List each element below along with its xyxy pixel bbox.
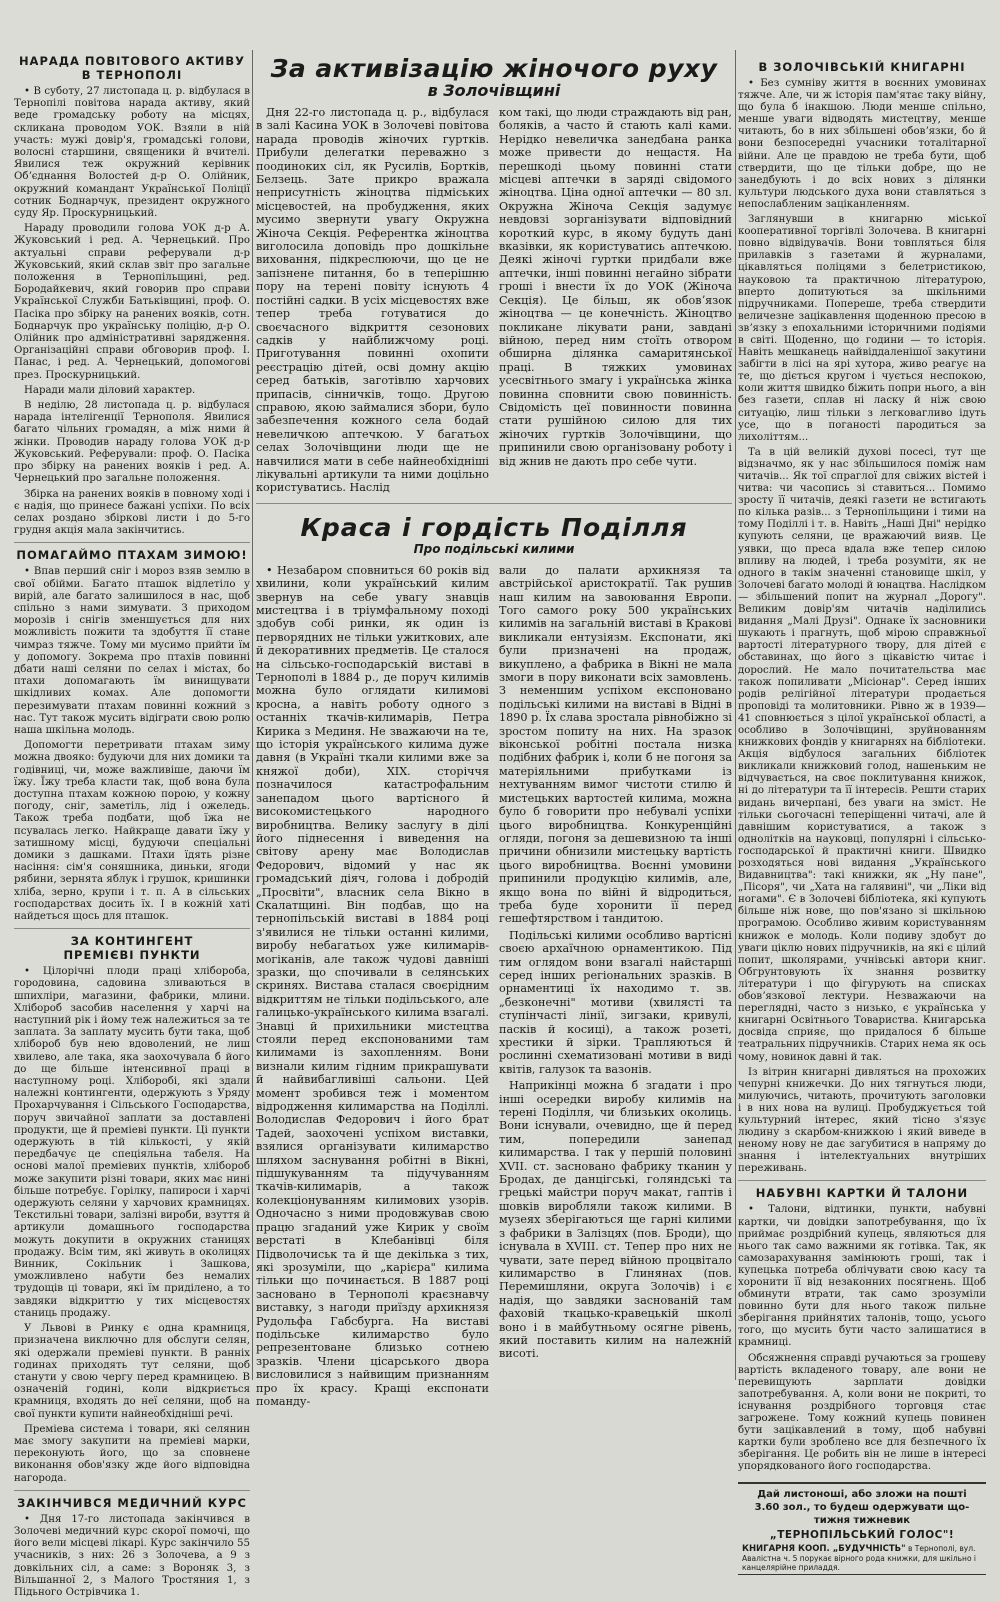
column-divider [735,50,736,1380]
section-divider [738,1180,986,1181]
article-title: ПОМАГАЙМО ПТАХАМ ЗИМОЮ! [16,548,248,563]
headline-sub: в Золочівщині [427,81,561,100]
article-paragraph: Обсяжнення справді ручаються за грошеву вартість вкладеного товару, але вони не перевищують зарплати довідки запотребування. А, коли вони не покриті, то існування роздрібного торговця стає загрожене. Тому кожний купець повинен бути зацікавлений в тому, щоб набувні картки були зроблено все для безпечного їх зберігання. Це робить він не лише в інтересі упорядкованого його господарства. [738,1352,986,1473]
article-paragraph: Із вітрин книгарні дивляться на прохожих чепурні книжечки. До них тягнуться люди, милуючись, читають, прочитують заголовки і в них нова на вулиці. Пробуджується той культурний інтерес, який тісно з'язує людину з скарбом-книжкою і який виведе в неному нову не дає загубитися в напряму до знання і інтелектуальних внутріших переживань. [738,1066,986,1175]
middle-column [256,56,732,1411]
article-paragraph: ком такі, що люди страждають від ран, боляків, а часто й стають калі ками. Нерідко невеличка занедбана ранка може привести до нещастя. На перешкоді цьому повинні стати місцеві аптечки в заряді свідомого жіноцтва. Ціна одної аптечки — 80 зл. Окружна Жіноча Секція задумує невдовзі зорганізувати відповідний короткий курс, в якому будуть дані вказівки, як користуватись аптечкою. Деякі жіночі гуртки придбали вже аптечки, інші повинні негайно зібрати гроші і внести їх до УОК (Жіноча Секція). Це більш, як обовʼязок жіноцтва — це конечність. Жіноцтво покликане лікувати рани, завдані війною, перед ним стоїть отвором обширна ділянка самаритянської праці. В тяжких умовинах усесвітнього змагу і українська жінка повинна сповнити свою повинність. Свідомість цеї повинности повинна стати рушійною силою для тих жіночих гуртків Золочівщини, що припинили свою організовану роботу і від жнив не дають про себе чути. [499,106,732,468]
bookstore-name: КНИГАРНЯ КООП. „БУДУЧНІСТЬ" [742,1543,906,1554]
section-divider [14,542,250,543]
article-paragraph: В неділю, 28 листопада ц. р. відбулася нарада інтелігенції Тернополя. Явилися багато чільних громадян, а між ними й жінки. Проводив нараду голова УОК д-р Жуковський. Реферували: проф. О. Пасіка про збірку на ранених вояків і ред. А. Чернецький про загальне положення. [14,400,250,485]
article-paragraph: Допомогти перетривати птахам зиму можна двояко: будуючи для них домики та годівниці, чи, може важливіше, даючи їм їжу. Їжу треба класти так, щоб вона була доступна птахам кожною порою, у кожну погоду, сніг, заметіль, лід і ожеледь. Також треба подбати, щоб їжа не псувалась легко. Найкраще давати їжу у затишному місці, будуючи спеціальні домики з дашками. Птахи їдять різне насіння: сім'я соняшника, диньки, ягоди рябини, зернята яблук і грушок, кришинки хліба, зерно, крупи і т. п. А в сільських господарствах досить їх. І в кожній хаті найдеться щось для пташок. [14,740,250,922]
article-paragraph: вали до палати архикнязя та австрійської аристократії. Так рушив наш килим на завоювання Европи. Того самого року 500 українських килимів на загальній виставі в Кракові викликали ентузіязм. Експонати, які були призначені на продаж, викуплено, а фабрика в Вікні не мала змоги в пору виконати всіх замовлень. З неменшим успіхом експоновано подільські килими на виставі в Відні в 1890 р. Їх слава зростала рівнобіжно зі зростом попиту на них. На зразок віконської робітні постала низка подібних фабрик і, коли б не погоня за матеріяльними прибутками із нехтуванням вимог чистоти стилю й мистецьких вартостей килима, можна було б говорити про небувалі успіхи цього виробництва. Конкуренційні огляди, погоня за дешевизною та інші причини обнизили мистецьку вартість цього виробництва. Воєнні умовини припинили продукцію килимів, але, якщо вона по війні й відродиться, треба буде хоронити її перед гешефтярством і тандитою. [499,563,732,926]
ad-line: Дай листоноші, або зложи на пошті [757,1488,967,1500]
article-paragraph: Преміева система і товари, які селянин має змогу закупити на преміеві марки, переконують його, що за сповнене виконання обов'язку жде його відповідна нагорода. [14,1423,250,1484]
headline-sub: Про подільські килими [413,541,575,556]
article-paragraph: Наради мали діловий характер. [24,384,196,396]
newspaper-name: „ТЕРНОПІЛЬСЬКИЙ ГОЛОС"! [769,1528,955,1541]
section-divider [256,503,732,504]
subscription-ad [738,1482,986,1575]
right-column [738,60,986,1575]
article-paragraph: • Цілорічні плоди праці хлібороба, городовина, садовина зливаються в шпихліри, магазини, фабрики, млини. Хлібороб засобив населення у харчі на наступний рік і йому теж належиться за те заплата. За заплату мусить бути така, щоб хлібороб був нею вдоволений, не лиш хвилево, але така, яка заохочувала б його до ще більше інтенсивної праці в наступному році. Хліборобі, які здали належні контингенти, одержують з Уряду Прохарчування і Сільського Господарства, поруч звичайної заплати за доставлені продукти, ще й преміеві пункти. Ці пункти одержують в тій кількості, у якій передбачує це спеціяльна табеля. На основі малої преміевих пунктів, хлібороб може закупити різні товари, яких має нині більше потребує. Горілку, папироси і харчі одержують селяни у харчових крамницях. Текстильні товари, залізні вироби, взуття й артикули домашнього господарства можуть докупити в окружних станицях продажу. Всім тим, які живуть в околицях Винник, Сокільник і Зашкова, уможливлено набути без немалих трудощів ці товари, які їм приділено, а то завдяки відкриттю у тих місцевостях станиць продажу. [14,966,250,1320]
article-title: ЗА КОНТИНГЕНТ [70,934,194,949]
article-title: ЗАКІНЧИВСЯ МЕДИЧНИЙ КУРС [17,1495,247,1510]
headline: Краса і гордість Поділля [300,512,688,542]
column-divider [252,50,253,1380]
article-title: ПРЕМІЄВІ ПУНКТИ [63,948,201,963]
article-paragraph: Наприкінці можна б згадати і про інші осередки виробу килимів на терені Поділля, чи близьких околиць. Вони існували, очевидно, ще й перед тим, попередили занепад килимарства. І так у першій половині XVII. ст. засновано фабрику тканин у Бродах, де данцігські, голяндські та грецькі майстри поруч макат, гаптів і шовків виробляли також килими. В музеях зберігаються ще гарні килими з фабрики в Залізцях (пов. Броди), що існувала в XVIII. ст. Тепер про них не чувати, зате перед війною процвітало килимарство в Глинянах (пов. Перемишляни, округа Золочів) і є надія, що завдяки заснованій там фаховій ткацько-кравецькій школі воно і в майбутньому осягне рівень, який поставить килим на належній висоті. [499,1079,732,1361]
headline: За активізацію жіночого руху [270,54,718,83]
article-title: НАРАДА ПОВІТОВОГО АКТИВУ В ТЕРНОПОЛІ [18,54,246,82]
article-title: В ЗОЛОЧІВСЬКІЙ КНИГАРНІ [758,60,966,74]
article-title: НАБУВНІ КАРТКИ Й ТАЛОНИ [755,1186,969,1201]
article-paragraph: • Без сумніву життя в воєнних умовинах тяжче. Але, чи ж історія пам'ятає таку війну, що була б інакшою. Люди менше спільно, менше уваги відводять мистецтву, менше читають, бо в них збільшені обовʼязки, бо й вони безпосередні учасники тоталітарної війни. Але це правдою не треба бути, щоб ствердити, що це тільки добре, що не занедбують і до всіх нових з ділянки культури людського духа вони ставляться з непослабленим заціканленням. [738,78,986,211]
article-paragraph: • В суботу, 27 листопада ц. р. відбулася в Тернопілі повітова нарада активу, який веде громадську роботу на місцях, скликана проводом УОК. Взяли в ній участь: мужі довір'я, громадські голови, волосні старшини, священики й вчителі. Явилися теж окружний керівник Обʼєднання Волостей д-р О. Олійник, окружний командант Української Поліції сотник Боднарчук, президент окружного суду Яр. Проскурницький. [14,86,250,220]
ad-footer [742,1544,982,1572]
section-divider [14,1490,250,1491]
section-divider [14,928,250,929]
article-paragraph: Подільські килими особливо вартісні своєю архаїчною орнаментикою. Під тим оглядом вони взагалі найстарші серед інших регіональних зразків. В орнаментиці їх находимо т. зв. „безконечні" мотиви (хвилясті та ступінчасті лінії, зигзаки, кривулі, пасків й косиці), а також розеті, хрестики й зірки. Трапляються й рослинні схематизовані мотиви в виді квітів, галузок та вазонів. [499,928,732,1076]
article-body [256,106,732,498]
article-paragraph: У Львові в Ринку є одна крамниця, призначена виключно для обслуги селян, які одержали преміеві пункти. В ранніх годинах приходять тут селяни, щоб станути у свою чергу перед крамницею. В означеній годині, коли відкриється крамниця, входять до неї селяни, щоб на свої пункти купити найнеобхідніші речі. [14,1323,250,1420]
article-body [256,564,732,1412]
ad-line: тижня тижневик [813,1514,911,1526]
article-paragraph: Дня 22-го листопада ц. р., відбулася в залі Касина УОК в Золочеві повітова нарада проводів жіночих гуртків. Прибули делегатки переважно з поодиноких сіл, як Русилів, Бортків, Белзець. Зате прикро вражала неприсутність жіноцтва підміських місцевостей, на пробудження, яких мусимо звернути увагу Окружна Жіноча Секція. Референтка жіноцтва виголосила доповідь про дошкільне виховання, підкреслюючи, що це не запізнене питання, бо в теперішню пору на терені повіту існують 4 постійні садки. В усіх місцевостях вже тепер треба готуватися до своєчасного відкриття сезонових садків у найближчому році. Приготування повинні охопити реєстрацію дітей, осві домну акцію серед батьків, заготівлю харчових припасів, сінничків, тощо. Другою справою, якою займалися збори, було забезпечення кожного села бодай невеличкою аптечкою. У багатьох селах Золочівщини люди ще не навчилися мати в себе найнеобхідніші лікувальні артикули та ними доцільно користуватись. Наслід [256,106,489,495]
article-paragraph: Та в цій великій духові посесі, тут ще відзначмо, як у нас збільшилося поміж нам читачів... Як тої спраглої для свіжих вістей і читва: чи часопись зі ставиться... Помимо зросту її читачів, деякі газети не встигають по кілька разів... з Тернопільщини і тими на тому Поділлі і т. в. Навіть „Наші Дні" нерідко купують селяни, це вражаючий вияв. Це уявки, що преса вдала вже тепер силою впливу на людей, і треба розуміти, як не одного в такім значенні становище шкіл, у Золочеві багато молоді й юнацтва. Наслідком — збільшений попит на журнал „Дорогу". Великим довір'ям читачів наділились видання „Малі Друзі". Однаке їх засновники шукають і прагнуть, щоб мірою справжньої вартості літературного твору, для дітей є обставинах, що його з цікавістю читає і дорослий. Не мало почитательства має також попиливати „Місіонар". Серед інших родів релігійної літератури продається проповіді та молитовники. Рівно ж в 1939—41 сповнюється з цілої української області, а особливо в Золочівщині, зруйнованням книжкових фондів у книгарнях на бібліотеки. Акція відбулося загальних бібліотек викликали книжковий голод, нашеньким не відчувається, на своє поклитування книжок, ні до літератури та її інтересів. Решти старих видань вичерпані, без уваги на зміст. Не тільки сьогочасні теперіщенні читачі, але й давнішим користуватися, а також з однолітків на науковці, популярні і сільсько-господарської й практичні книги. Швидко розходяться нові видання „Українського Видавництва": такі книжки, як „Ну пане", „Пісоря", чи „Хата на галявині", чи „Ліки від ногами". Є в Золочеві бібліотека, які купують більше ніж нове, що пов'язано зі шкільною програмою. Особливо живим користуванням книжок е молодь. Коли подиву здобут до уваги ціклю нових підручників, на які є цілий попит, школярами, учнівські автори книг. Обгрунтовують їх знання розвитку літератури і що фігурують на списках обовʼязкової лектури. Незважаючи на переглядні, часто з низько, є українська у книгарні Освітнього Товариства. Книгарська досвіда сприяє, що придалося б більше театральних підручників. Старих нема як ось чому, новинок давні й так. [738,446,986,1063]
article-paragraph: Збірка на ранених вояків в повному ході і є надія, що принесе бажані успіхи. По всіх селах роздано збіркові листи і до 5-го грудня акція мала закінчитись. [14,488,250,537]
left-column [14,50,250,1602]
article-paragraph: Заглянувши в книгарню міської кооперативної торгівлі Золочева. В книгарні повно відвідувачів. Вони товпляться біля прилавків з газетами й журналами, цікавляться поліцями з белетристикою, науковою та практичною літературою, вперто допитуються за шкільними підручниками. Попереше, треба ствердити величезне зацікавлення щоденною пресою в звʼязку з епохальними історичними подіями в світі. Щоденно, що години — то історія. Навіть мешканець найвіддаленішої закутини забігти в лісі на ярі хутора, живо реагує на те, що діється кругом і чується неспокою, коли життя швидко біжить попри нього, а він без газети, сплав ні ласку й ніж свою ситуацію, лиш тільки з легковагливо ідуть усе, що в поганості пародиться за лихоліттям... [738,214,986,443]
article-paragraph: • Впав перший сніг і мороз взяв землю в свої обійми. Багато пташок відлетіло у вирій, але багато залишилося в нас, щоб спільно з нами зимувати. З приходом морозів і снігів зменшується для них можливість пожити та здобуття її стане чимраз тяжче. Тому ми мусимо прийти їм у допомогу. Зокрема про птахів повинні дбати наші селяни по селах і містах, бо птахи допомагають їм винищувати шкідливих комах. Але допомогти перезимувати птахам повинні кожний з нас. Тут також мусить відіграти свою ролю наша шкільна молодь. [14,566,250,737]
article-paragraph: Нараду проводили голова УОК д-р А. Жуковський і ред. А. Чернецький. Про актуальні справи реферували д-р Жуковський, який склав звіт про загальне положення в Тернопільщині, ред. Бородайкевич, який говорив про справи Української Служби Батьківщині, проф. О. Пасіка про збірку на ранених вояків, сотн. Боднарчук про українську поліцію, д-р О. Олійник про адміністративні зарядження. Організаційні справи обговорив проф. І. Панас, і ред. А. Чернецький, допомогові през. Проскурницький. [14,223,250,381]
article-paragraph: • Незабаром сповниться 60 років від хвилини, коли український килим звернув на себе увагу знавців мистецтва і в тріумфальному поході здобув собі ринки, як один із перворядних не тільки ужиткових, але й декоративних предметів. Це сталося на сільсько-господарській виставі в Тернополі в 1884 р., де поруч килимів можна було оглядати килимові кросна, а навіть роботу одного з останніх ткачів-килимарів, Петра Кирика з Мединя. Не зважаючи на те, що історія українського килима дуже давня (в Україні ткали килими вже за княжої доби), XIX. сторіччя позначилося катастрофальним занепадом цього вартісного й високомистецького народного виробництва. Велику заслугу в ділі його піднесення і виведення на світову арену має Володислав Федорович, відомий у нас як громадський діяч, голова і добродій „Просвіти", власник села Вікно в Скалатщині. Він подбав, що на тернопільській виставі в 1884 році з'явилися не тільки останні килими, виробу небагатьох уже килимарів-могіканів, але також чудові давніші зразки, що спочивали в селянських скринях. Вистава сталася своєрідним відкриттям не тільки подільського, але галицько-українського килима взагалі. Знавці й прихильники мистецтва стояли перед експонованими там килимами із захопленням. Вони визнали килим гідним прикрашувати й найвибагливіші сальони. Цей момент зробився теж і моментом відродження килимарства на Поділлі. Володислав Федорович і його брат Тадей, заохочені успіхом виставки, взялися організувати килимарство шляхом заснування робітні в Вікні, підшукуванням та підучуванням ткачів-килимарів, а також колекціонуванням килимових узорів. Одночасно з ними продовжував свою працю згаданий уже Кирик у своїм верстаті в Клебанівці біля Підволочиськ та й ще декілька з тих, які зрозуміли, що „карієра" килима тільки що починається. В 1887 році засновано в Тернополі краєзнавчу виставку, з нагоди приїзду архикнязя Рудольфа Габсбурга. На виставі подільське килимарство було репрезентоване близько сотнею зразків. Члени цісарського двора висловилися з найвищим признанням про їх красу. Кращі експонати поманду- [256,564,489,1409]
article-paragraph: • Талони, відтинки, пункти, набувні картки, чи довідки запотребування, що їх приймає роздрібний купець, являються для нього так само важними як готівка. Так, як самозарахування замінюють гроші, так і купецька потреба облічувати свою касу та хоронити її від незаконних посягнень. Щоб обминути втрати, так само зрозуміли повинно бути для нього також пильне зберігання прийнятих талонів, тощо, усього того, що мусить бути часто залишатися в крамниці. [738,1204,986,1349]
bookstore-details: в Тернополі, вул. Авалістна ч. 5 порукає вірного рода книжки, для шкільно і канцелярійне приладдя. [742,1543,977,1572]
article-paragraph: • Дня 17-го листопада закінчився в Золочеві медичний курс скорої помочі, що його вели місцеві лікарі. Курс закінчило 55 учасників, з них: 26 з Золочева, а 9 з довкільних сіл, а саме: з Вороняк 3, з Вільшанної 2, з Малого Тростяния 1, з Підьного Острівчика 1. [14,1514,250,1599]
ad-line: 3.60 зол., то будеш одержувати що- [754,1501,970,1513]
